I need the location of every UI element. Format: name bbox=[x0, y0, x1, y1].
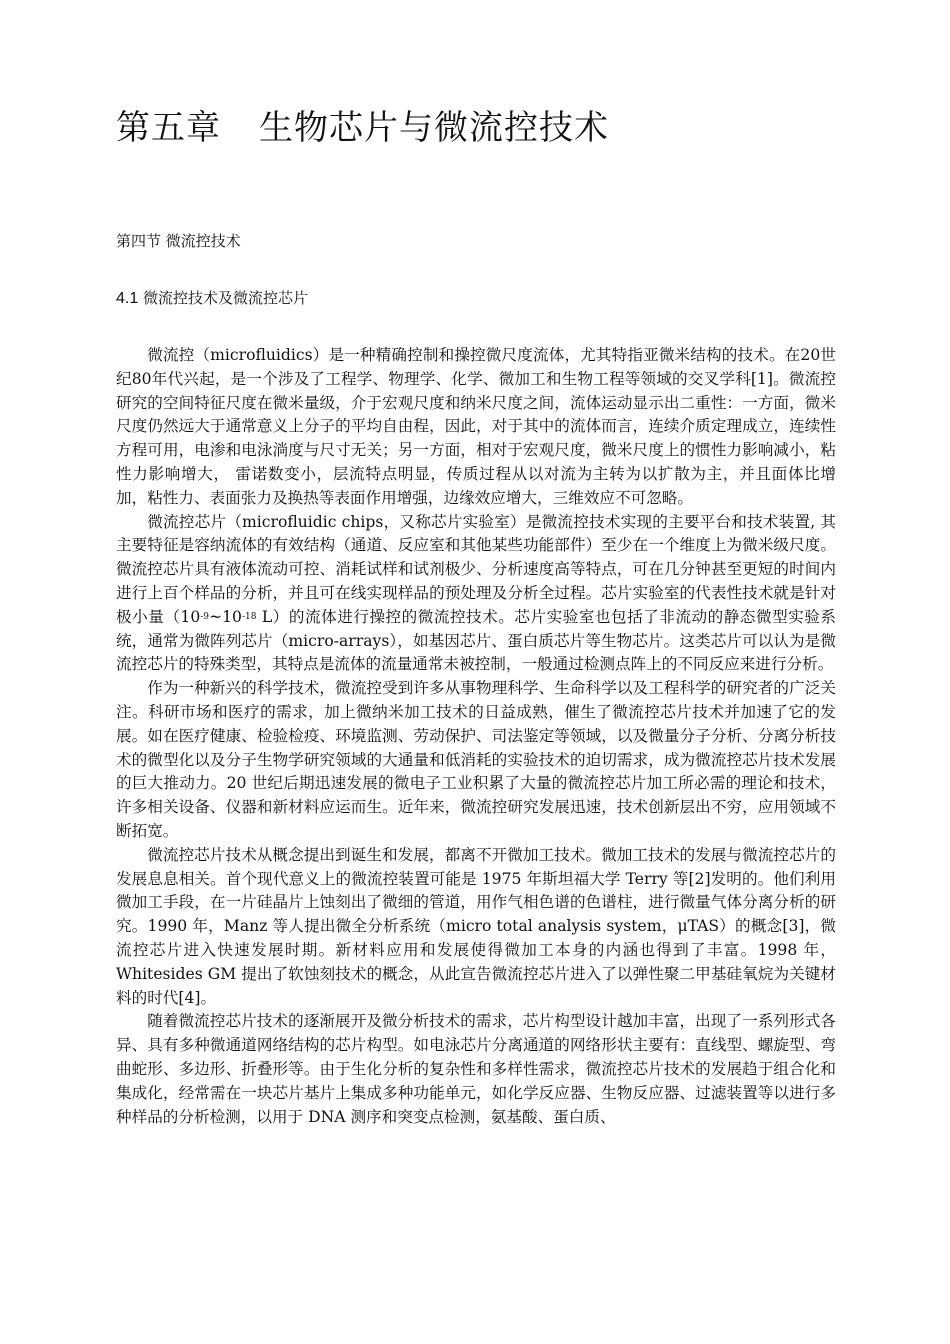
subsection-number: 4.1 bbox=[116, 290, 139, 307]
chapter-title bbox=[116, 100, 609, 149]
subsection-text: 微流控技术及微流控芯片 bbox=[138, 289, 309, 307]
chips-text-part3: L）的流体进行操控的微流控技术。芯片实验室也包括了非流动的静态微型实验系统，通常为微阵列芯片（micro-arrays），如基因芯片、蛋白质芯片等生物芯片。这类芯片可以认为是微流控芯片的特殊类型，其特点是流体的流量通常未被控制，一般通过检测点阵上的不同反应来进行分析。 bbox=[116, 607, 836, 674]
paragraph-history: 微流控芯片技术从概念提出到诞生和发展，都离不开微加工技术。微加工技术的发展与微流控芯片的发展息息相关。首个现代意义上的微流控装置可能是 1975 年斯坦福大学 Terry 等[2]发明的。他们利用微加工手段，在一片硅晶片上蚀刻出了微细的管道，用作气相色谱的色谱柱，进行微量气体分离分析的研究。1990 年，Manz 等人提出微全分析系统（micro total analysis system，μTAS）的概念[3]，微流控芯片进入快速发展时期。新材料应用和发展使得微加工本身的内涵也得到了丰富。1998 年，Whitesides GM 提出了软蚀刻技术的概念，从此宣告微流控芯片进入了以弹性聚二甲基硅氧烷为关键材料的时代[4]。 bbox=[116, 845, 836, 1007]
chips-text-part1: 微流控芯片（microfluidic chips，又称芯片实验室）是微流控技术实现的主要平台和技术装置, 其主要特征是容纳流体的有效结构（通道、反应室和其他某些功能部件）至少在一个维度上为微米级尺度。微流控芯片具有液体流动可控、消耗试样和试剂极少、分析速度高等特点，可在几分钟甚至更短的时间内进行上百个样品的分析，并且可在线实现样品的预处理及分析全过程。芯片实验室的代表性技术就是针对极小量（10 bbox=[116, 512, 836, 626]
paragraph-microfluidic-chips bbox=[116, 511, 836, 678]
body-text bbox=[116, 344, 836, 1129]
chips-text-part2: ~10 bbox=[209, 607, 242, 626]
chapter-number: 第五章 bbox=[116, 108, 221, 148]
chips-exponent-1: -9 bbox=[200, 611, 210, 622]
chapter-name: 生物芯片与微流控技术 bbox=[259, 108, 609, 148]
paragraph-emerging-technology: 作为一种新兴的科学技术，微流控受到许多从事物理科学、生命科学以及工程科学的研究者的广泛关注。科研市场和医疗的需求，加上微纳米加工技术的日益成熟，催生了微流控芯片技术并加速了它的发展。如在医疗健康、检验检疫、环境监测、劳动保护、司法鉴定等领域，以及微量分子分析、分离分析技术的微型化以及分子生物学研究领域的大通量和低消耗的实验技术的迫切需求，成为微流控芯片技术发展的巨大推动力。20 世纪后期迅速发展的微电子工业积累了大量的微流控芯片加工所必需的理论和技术，许多相关设备、仪器和新材料应运而生。近年来，微流控研究发展迅速，技术创新层出不穷，应用领域不断拓宽。 bbox=[116, 679, 836, 840]
paragraph-microfluidics: 微流控（microfluidics）是一种精确控制和操控微尺度流体，尤其特指亚微米结构的技术。在20世纪80年代兴起，是一个涉及了工程学、物理学、化学、微加工和生物工程等领域的交叉学科[1]。微流控研究的空间特征尺度在微米量级，介于宏观尺度和纳米尺度之间，流体运动显示出二重性：一方面，微米尺度仍然远大于通常意义上分子的平均自由程，因此，对于其中的流体而言，连续介质定理成立，连续性方程可用，电渗和电泳淌度与尺寸无关；另一方面，相对于宏观尺度，微米尺度上的惯性力影响减小，粘性力影响增大， 雷诺数变小，层流特点明显，传质过程从以对流为主转为以扩散为主，并且面体比增加，粘性力、表面张力及换热等表面作用增强，边缘效应增大，三维效应不可忽略。 bbox=[116, 346, 836, 507]
subsection-title bbox=[116, 287, 308, 308]
chips-exponent-2: -18 bbox=[241, 611, 257, 622]
section-title: 第四节 微流控技术 bbox=[116, 232, 241, 250]
paragraph-chip-configurations: 随着微流控芯片技术的逐渐展开及微分析技术的需求，芯片构型设计越加丰富，出现了一系列形式各异、具有多种微通道网络结构的芯片构型。如电泳芯片分离通道的网络形状主要有：直线型、螺旋型、弯曲蛇形、多边形、折叠形等。由于生化分析的复杂性和多样性需求，微流控芯片技术的发展趋于组合化和集成化，经常需在一块芯片基片上集成多种功能单元，如化学反应器、生物反应器、过滤装置等以进行多种样品的分析检测，以用于 DNA 测序和突变点检测，氨基酸、蛋白质、 bbox=[116, 1012, 836, 1126]
